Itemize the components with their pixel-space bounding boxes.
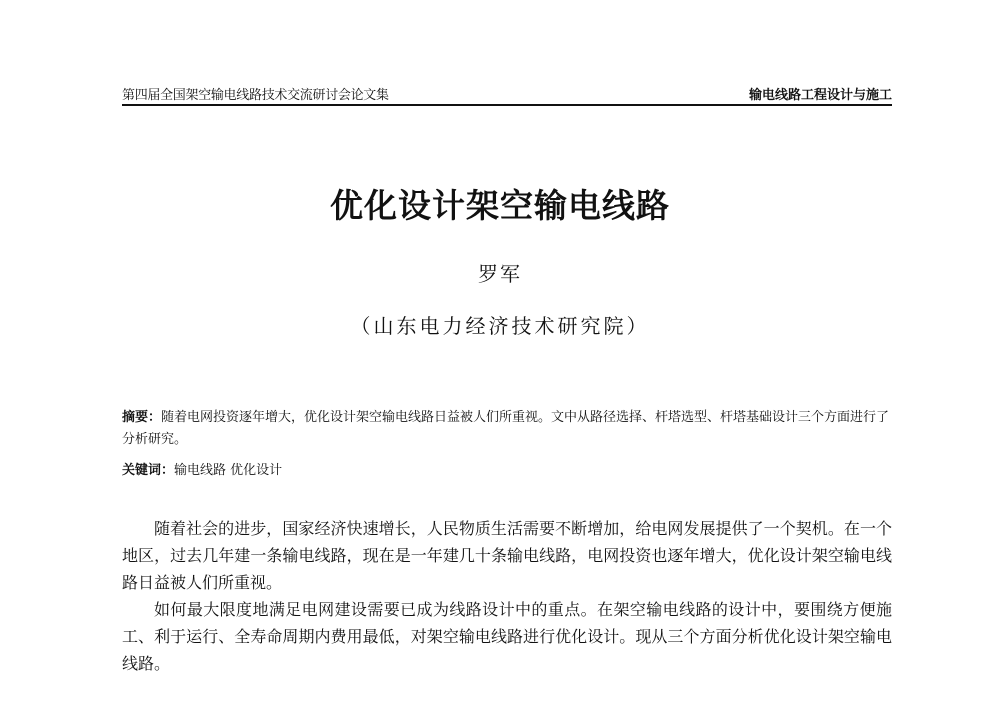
keywords-label: 关键词： — [122, 463, 175, 478]
keywords-text: 输电线路 优化设计 — [174, 463, 283, 478]
author-affiliation: （山东电力经济技术研究院） — [350, 314, 650, 338]
body-paragraph-1: 随着社会的进步，国家经济快速增长，人民物质生活需要不断增加，给电网发展提供了一个契机。在一个地区，过去几年建一条输电线路，现在是一年建几十条输电线路，电网投资也逐年增大，优化设计架空输电线路日益被人们所重视。 — [122, 519, 892, 592]
header-section-title: 输电线路工程设计与施工 — [748, 88, 892, 103]
running-header — [122, 84, 892, 106]
abstract-text: 随着电网投资逐年增大，优化设计架空输电线路日益被人们所重视。文中从路径选择、杆塔选型、杆塔基础设计三个方面进行了分析研究。 — [122, 410, 890, 447]
keywords — [122, 461, 892, 481]
author-name: 罗军 — [478, 262, 522, 286]
body-paragraph-2: 如何最大限度地满足电网建设需要已成为线路设计中的重点。在架空输电线路的设计中，要围绕方便施工、利于运行、全寿命周期内费用最低，对架空输电线路进行优化设计。现从三个方面分析优化设计架空输电线路。 — [122, 600, 892, 673]
abstract — [122, 407, 892, 451]
header-proceedings-title: 第四届全国架空输电线路技术交流研讨会论文集 — [122, 88, 389, 103]
paper-title: 优化设计架空输电线路 — [330, 186, 670, 225]
abstract-label: 摘要： — [122, 410, 162, 425]
body-text — [122, 515, 892, 677]
